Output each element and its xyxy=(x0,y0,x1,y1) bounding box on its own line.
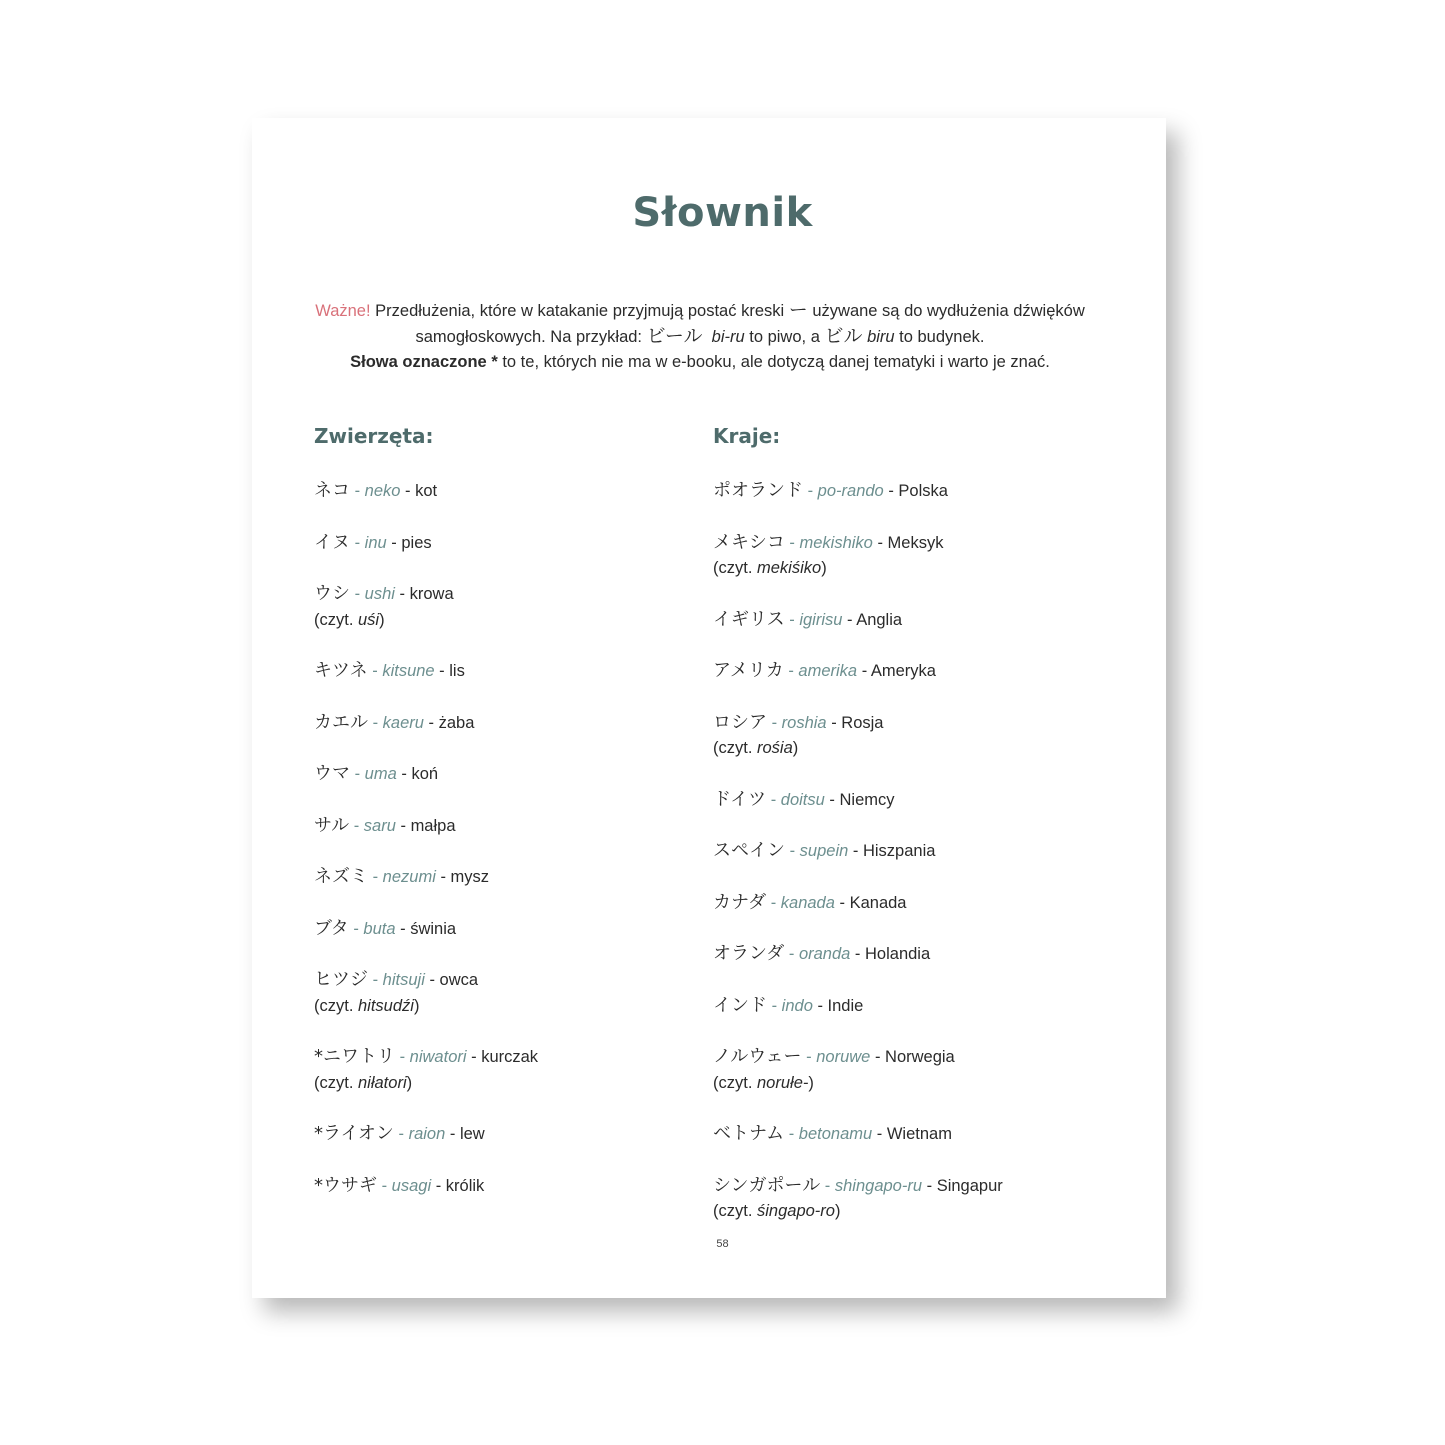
note-prefix: (czyt. xyxy=(314,610,358,629)
entry-kana: ブタ xyxy=(314,917,349,939)
note-reading: uśi xyxy=(358,610,380,629)
entry-separator: - xyxy=(842,610,857,629)
entry-romaji: usagi xyxy=(391,1176,432,1195)
entry-meaning: Kanada xyxy=(849,893,907,912)
entry-meaning: krowa xyxy=(409,585,454,603)
vocab-entry xyxy=(713,1044,1133,1096)
entry-kana: ヒツジ xyxy=(314,969,368,990)
note-reading: norułe- xyxy=(757,1073,809,1092)
entry-pronunciation-note xyxy=(314,994,694,1020)
vocab-entry xyxy=(713,710,1133,762)
vocab-entry xyxy=(314,864,694,891)
example1-romaji: bi-ru xyxy=(711,328,745,346)
entry-separator: - xyxy=(350,765,365,783)
entry-meaning: Rosja xyxy=(841,713,884,732)
example2-meaning: to budynek. xyxy=(894,328,985,346)
note-prefix: (czyt. xyxy=(713,739,757,757)
intro-text-1-tail: używane są do wydłużenia dźwięków xyxy=(807,302,1085,320)
entry-kana: ウマ xyxy=(314,763,350,784)
entry-kana: オランダ xyxy=(713,943,785,964)
entry-meaning: Indie xyxy=(827,996,864,1015)
entry-separator: - xyxy=(883,482,899,500)
vocab-entry xyxy=(314,530,694,557)
entry-romaji: oranda xyxy=(798,945,851,963)
note-suffix: ) xyxy=(792,739,799,757)
vocab-entry xyxy=(713,941,1133,968)
entry-kana: *ライオン xyxy=(314,1123,394,1144)
entry-separator: - xyxy=(803,482,818,500)
vocab-entry xyxy=(713,530,1133,582)
entry-romaji: uma xyxy=(364,765,397,783)
example1-meaning: to piwo, a xyxy=(744,328,825,346)
animals-list xyxy=(314,478,694,1199)
entry-separator: - xyxy=(350,533,365,552)
note-reading: śingapo-ro xyxy=(757,1202,835,1220)
entry-meaning: Wietnam xyxy=(886,1125,952,1143)
entry-romaji: igirisu xyxy=(799,610,843,629)
note-prefix: (czyt. xyxy=(713,1073,757,1092)
entry-separator: - xyxy=(784,533,800,552)
entry-romaji: kitsune xyxy=(382,662,435,680)
vocab-entry xyxy=(314,658,694,685)
vocab-entry xyxy=(713,1173,1133,1225)
entry-separator: - xyxy=(395,816,411,835)
entry-kana: ポオランド xyxy=(713,480,803,501)
entry-romaji: nezumi xyxy=(382,868,436,886)
vocab-entry xyxy=(713,890,1133,917)
entry-separator: - xyxy=(466,1048,482,1066)
entry-meaning: żaba xyxy=(438,713,475,732)
entry-romaji: kanada xyxy=(780,893,835,912)
entry-romaji: noruwe xyxy=(816,1048,871,1066)
entry-meaning: lew xyxy=(459,1125,485,1143)
entry-kana: サル xyxy=(314,814,350,836)
entry-romaji: indo xyxy=(781,996,813,1015)
entry-separator: - xyxy=(784,610,800,629)
entry-separator: - xyxy=(435,868,451,886)
entry-kana: ネコ xyxy=(314,480,350,501)
entry-romaji: ushi xyxy=(364,585,395,603)
entry-separator: - xyxy=(394,585,410,603)
entry-separator: - xyxy=(784,1125,799,1143)
entry-kana: ロシア xyxy=(713,711,767,733)
vocab-entry xyxy=(314,761,694,788)
vocab-entry xyxy=(713,658,1133,685)
entry-separator: - xyxy=(857,662,871,680)
intro-line-3 xyxy=(300,350,1100,375)
important-label: Ważne! xyxy=(315,302,371,320)
entry-meaning: Niemcy xyxy=(839,790,895,809)
entry-romaji: neko xyxy=(364,482,401,500)
example1-kana: ビール xyxy=(646,325,703,347)
entry-romaji: amerika xyxy=(798,662,858,680)
vocab-entry xyxy=(713,993,1133,1020)
entry-separator: - xyxy=(423,713,439,732)
entry-separator: - xyxy=(367,662,383,680)
entry-separator: - xyxy=(395,1048,410,1066)
entry-kana: インド xyxy=(713,994,767,1016)
note-suffix: ) xyxy=(406,1073,413,1092)
entry-meaning: kurczak xyxy=(481,1048,539,1066)
entry-separator: - xyxy=(349,816,364,835)
intro-line-2 xyxy=(300,324,1100,350)
entry-romaji: supein xyxy=(799,842,849,860)
entry-pronunciation-note xyxy=(713,556,1133,582)
vocab-entry xyxy=(713,478,1133,505)
entry-separator: - xyxy=(767,713,782,732)
page-title: Słownik xyxy=(632,190,813,236)
note-suffix: ) xyxy=(821,559,827,577)
note-suffix: ) xyxy=(808,1073,814,1092)
note-reading: hitsudźi xyxy=(358,996,414,1015)
vocab-entry xyxy=(314,581,694,633)
entry-meaning: Meksyk xyxy=(887,533,944,552)
vocab-entry xyxy=(713,787,1133,814)
countries-heading: Kraje: xyxy=(713,424,781,448)
entry-kana: *ウサギ xyxy=(314,1174,377,1196)
vocab-entry xyxy=(314,1173,694,1200)
entry-separator: - xyxy=(368,971,383,989)
entry-romaji: betonamu xyxy=(798,1125,873,1143)
entry-kana: イギリス xyxy=(713,608,785,630)
entry-separator: - xyxy=(785,842,800,860)
entry-meaning: Singapur xyxy=(936,1176,1003,1195)
entry-separator: - xyxy=(824,790,840,809)
entry-meaning: Holandia xyxy=(865,945,931,963)
entry-pronunciation-note xyxy=(713,736,1133,762)
entry-meaning: mysz xyxy=(450,868,490,886)
entry-meaning: królik xyxy=(445,1176,485,1195)
entry-separator: - xyxy=(820,1176,835,1195)
entry-separator: - xyxy=(850,945,866,963)
note-prefix: (czyt. xyxy=(314,1073,358,1092)
example2-kana: ビル xyxy=(824,325,863,347)
vocab-entry xyxy=(713,607,1133,634)
entry-romaji: inu xyxy=(364,533,387,552)
entry-separator: - xyxy=(767,996,782,1015)
vocab-entry xyxy=(713,1121,1133,1148)
entry-meaning: Ameryka xyxy=(870,662,936,680)
entry-separator: - xyxy=(784,945,799,963)
entry-meaning: pies xyxy=(401,533,432,552)
entry-kana: カエル xyxy=(314,711,368,733)
note-suffix: ) xyxy=(834,1202,841,1220)
entry-separator: - xyxy=(870,1048,886,1066)
entry-meaning: Anglia xyxy=(856,610,903,629)
vocab-entry xyxy=(314,1044,694,1096)
entry-separator: - xyxy=(400,482,416,500)
entry-romaji: raion xyxy=(408,1125,446,1143)
entry-meaning: owca xyxy=(439,971,479,989)
vocab-entry xyxy=(314,1121,694,1148)
note-prefix: (czyt. xyxy=(314,996,358,1015)
entry-separator: - xyxy=(368,713,383,732)
entry-romaji: po-rando xyxy=(817,482,884,500)
intro-text-3: to te, których nie ma w e-booku, ale dotyczą danej tematyki i warto je znać. xyxy=(497,353,1050,371)
note-reading: rośia xyxy=(757,739,793,757)
entry-kana: キツネ xyxy=(314,660,368,681)
entry-separator: - xyxy=(386,533,402,552)
entry-romaji: buta xyxy=(363,919,396,938)
entry-romaji: shingapo-ru xyxy=(834,1176,923,1195)
entry-separator: - xyxy=(434,662,450,680)
vocab-entry xyxy=(314,710,694,737)
entry-kana: ベトナム xyxy=(713,1123,785,1144)
note-prefix: (czyt. xyxy=(713,1202,757,1220)
entry-separator: - xyxy=(801,1048,817,1066)
vocab-entry xyxy=(314,967,694,1019)
entry-separator: - xyxy=(834,893,850,912)
entry-kana: *ニワトリ xyxy=(314,1046,395,1067)
entry-romaji: mekishiko xyxy=(799,533,873,552)
entry-kana: ネズミ xyxy=(314,866,368,887)
entry-kana: ウシ xyxy=(314,583,350,604)
entry-kana: ドイツ xyxy=(713,788,767,810)
entry-separator: - xyxy=(431,1176,446,1195)
page-number: 58 xyxy=(716,1238,729,1250)
entry-kana: アメリカ xyxy=(713,660,784,681)
vocab-entry xyxy=(314,478,694,505)
entry-kana: スペイン xyxy=(713,840,785,861)
example2-romaji: biru xyxy=(867,328,895,346)
entry-separator: - xyxy=(424,971,440,989)
vocab-entry xyxy=(314,916,694,943)
entry-separator: - xyxy=(348,919,364,938)
entry-romaji: saru xyxy=(363,816,396,835)
entry-separator: - xyxy=(445,1125,460,1143)
entry-pronunciation-note xyxy=(314,1071,694,1097)
entry-separator: - xyxy=(393,1125,409,1143)
intro-line-1 xyxy=(300,298,1100,324)
entry-meaning: Hiszpania xyxy=(862,842,936,860)
entry-meaning: Norwegia xyxy=(885,1048,955,1066)
entry-meaning: świnia xyxy=(410,919,457,938)
entry-pronunciation-note xyxy=(713,1071,1133,1097)
entry-meaning: lis xyxy=(449,662,465,680)
entry-separator: - xyxy=(766,893,781,912)
entry-meaning: Polska xyxy=(898,482,948,500)
entry-romaji: hitsuji xyxy=(382,971,425,989)
entry-separator: - xyxy=(396,765,412,783)
entry-separator: - xyxy=(922,1176,937,1195)
entry-romaji: kaeru xyxy=(382,713,424,732)
intro-text-2: samogłoskowych. Na przykład: xyxy=(415,328,647,346)
entry-kana: イヌ xyxy=(314,531,350,553)
vocab-entry xyxy=(713,838,1133,865)
intro-text-1: Przedłużenia, które w katakanie przyjmują postać kreski xyxy=(370,302,789,320)
entry-meaning: kot xyxy=(415,482,438,500)
entry-separator: - xyxy=(368,868,383,886)
note-prefix: (czyt. xyxy=(713,559,757,577)
entry-kana: シンガポール xyxy=(713,1174,821,1196)
entry-separator: - xyxy=(766,790,781,809)
entry-separator: - xyxy=(350,482,365,500)
entry-separator: - xyxy=(377,1176,392,1195)
note-suffix: ) xyxy=(413,996,420,1015)
marked-words-label: Słowa oznaczone * xyxy=(350,353,498,371)
entry-separator: - xyxy=(812,996,828,1015)
entry-separator: - xyxy=(872,1125,887,1143)
countries-list xyxy=(713,478,1133,1225)
entry-romaji: niwatori xyxy=(409,1048,467,1066)
entry-separator: - xyxy=(395,919,411,938)
animals-column xyxy=(314,422,694,1224)
entry-romaji: roshia xyxy=(781,713,827,732)
entry-kana: メキシコ xyxy=(713,531,785,553)
countries-column xyxy=(713,422,1133,1250)
vocab-entry xyxy=(314,813,694,840)
entry-kana: カナダ xyxy=(713,891,767,913)
entry-pronunciation-note xyxy=(314,608,694,634)
entry-separator: - xyxy=(872,533,888,552)
intro-note xyxy=(300,298,1100,375)
entry-separator: - xyxy=(783,662,799,680)
animals-heading: Zwierzęta: xyxy=(314,424,434,448)
note-suffix: ) xyxy=(379,610,385,629)
entry-pronunciation-note xyxy=(713,1199,1133,1225)
entry-kana: ノルウェー xyxy=(713,1046,802,1067)
dash-symbol: ー xyxy=(788,299,808,321)
note-reading: mekiśiko xyxy=(757,559,822,577)
entry-meaning: koń xyxy=(411,765,439,783)
entry-separator: - xyxy=(350,585,365,603)
entry-romaji: doitsu xyxy=(780,790,825,809)
entry-separator: - xyxy=(848,842,863,860)
entry-meaning: małpa xyxy=(410,816,456,835)
entry-separator: - xyxy=(826,713,842,732)
note-reading: niłatori xyxy=(358,1073,407,1092)
